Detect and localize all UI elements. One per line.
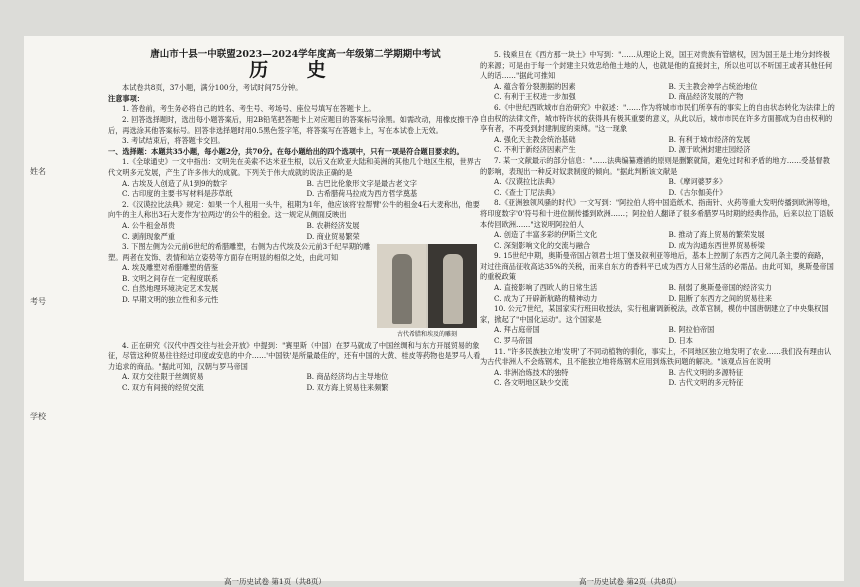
question-11 xyxy=(480,347,835,389)
option-b: B. 农耕经济发展 xyxy=(306,220,360,230)
question-stem: 4. 正在研究《汉代中西交往与社会开放》中提到："赛里斯（中国）在罗马就成了中国丝绸和与东方开展贸易的象征，尽管这种贸易往往经过印度或安息的中介……'中国铁'是所量最佳的'，还有中国的大黄、桂皮等药物也是罗马人看力追求的商品。"据此可知，汉朝与罗马帝国 xyxy=(108,340,481,371)
question-4 xyxy=(108,341,483,394)
option-a: A. 古埃及人创造了从1到9的数字 xyxy=(122,178,228,188)
option-d: D. 古代文明的多元特征 xyxy=(668,378,744,388)
option-b: B. 削弱了奥斯曼帝国的经济实力 xyxy=(668,283,772,293)
option-a: A. 双方交往限于丝绸贸易 xyxy=(122,372,204,382)
question-2 xyxy=(108,200,483,242)
footer-page-2: 高一历史试卷 第2页（共8页） xyxy=(579,577,681,586)
question-stem: 9. 15世纪中期，奥斯曼帝国占领君士坦丁堡及叙利亚等地后，基本上控制了东西方之间几条主要的商路，对过往商品征收高达35%的关税，而来自东方的香料平已成为西方人日常生活的必需品。由此可知，奥斯曼帝国的重税政策 xyxy=(480,251,834,282)
option-b: B. 文明之间存在一定程度联系 xyxy=(122,273,219,283)
egyptian-sculpture-image xyxy=(428,244,477,328)
question-10 xyxy=(480,304,835,346)
notice-1: 1. 答卷前，考生务必将自己的姓名、考生号、考场号、座位号填写在答题卡上。 xyxy=(122,104,376,114)
option-d: D. 商品经济发展的产物 xyxy=(668,92,744,102)
question-5 xyxy=(480,50,835,103)
option-d: D.《古尔伽美什》 xyxy=(668,187,727,197)
option-a: A. 埃及雕塑对希腊雕塑的借鉴 xyxy=(122,263,219,273)
option-a: A. 蕴含着分裂割据的因素 xyxy=(494,81,576,91)
question-stem: 7. 某一文献最示的部分信息："……法典编纂遵循的原则是删繁就简，避免过时和矛盾的地方……受基督教的影响，表现出一种反对奴隶制度的倾向。"据此判断该文献是 xyxy=(480,155,830,176)
option-d: D. 成为沟通东西世界贸易桥梁 xyxy=(668,240,765,250)
option-c: C. 自然地理环境决定艺术发展 xyxy=(122,284,219,294)
option-b: B. 天主教会神学占统治地位 xyxy=(668,81,758,91)
option-a: A. 创造了丰富多彩的伊斯兰文化 xyxy=(494,230,598,240)
question-stem: 1.《全球通史》一文中指出：文明先在美索不达米亚生根，以后又在欧亚大陆和美洲的其他几个地区生根，世界古代文明多元发展，产生了许多伟大的成就。下列关于伟大成就的说法正确的是 xyxy=(108,157,482,177)
question-stem: 8.《亚洲独领风骚的时代》一文写到："阿拉伯人将中国造纸术、指南针、火药等重大发明传播到欧洲等地，将印度数字'0'符号和十进位制传播到欧洲……；阿拉伯人翻译了很多希腊罗马时期的经典作品，后来以拉丁语版本传回欧洲……"这说明阿拉伯人 xyxy=(480,198,835,229)
option-a: A. 强化天主教会统治基础 xyxy=(494,134,576,144)
option-b: B. 有利于城市经济的发展 xyxy=(668,134,751,144)
option-c: C. 各文明地区缺少交流 xyxy=(494,378,569,388)
question-stem: 11. "许多民族独立地'发明'了不同动植物的驯化，事实上，不同地区独立地发明了农业……我们没有理由认为古代非洲人不会炼钢术，且不能独立地将炼钢术应用到炼铁问题的解决。"该观点旨在说明 xyxy=(480,346,832,367)
question-stem: 2.《汉谟拉比法典》规定：如果一个人租用一头牛，租期为1年，他应该将'拉帮臂'公牛的租金4石大麦称出，他要向牛的主人称出3石大麦作为'拉两边'的公牛的租金。这一规定从侧面反映出 xyxy=(108,199,480,220)
question-stem: 6.《中世纪西欧城市自治研究》中叙述："……作为将城市市民们所享有的事实上的自由状态转化为法律上的自由权的法律文件，城市特许状的获得具有极其重要的意义，从此以后，城市市民在许多方面都成为自由权利的享有者，不再受到封建制度的束缚。"这一现象 xyxy=(480,102,835,134)
option-b: B. 商品经济均占主导地位 xyxy=(306,372,389,382)
sculpture-photo xyxy=(377,244,477,328)
footer-page-1: 高一历史试卷 第1页（共8页） xyxy=(224,577,326,586)
question-stem: 5. 钱乘旦在《西方那一块土》中写到："……从理论上说，国王对贵族有管辖权，因为国王是土地分封终极的来源；可是由于每一个封建主只效忠给他土地的人，也就是他的直接封主，所以也可以不听国王或者其他任何人的话……"据此可推知 xyxy=(480,50,833,81)
option-d: D. 双方海上贸易往来频繁 xyxy=(306,383,389,393)
question-7 xyxy=(480,156,835,198)
margin-label-name: 姓名 xyxy=(30,167,46,176)
option-d: D. 阻断了东西方之间的贸易往来 xyxy=(668,293,773,303)
option-c: C. 成为了开辟新航路的精神动力 xyxy=(494,293,598,303)
option-d: D. 古希腊荷马拉成为西方哲学奠基 xyxy=(306,189,418,199)
option-c: C. 有利于王权进一步加强 xyxy=(494,92,576,102)
option-b: B. 古巴比伦象形文字是最古老文字 xyxy=(306,178,417,188)
question-3 xyxy=(108,242,483,339)
notice-2: 2. 回答选择题时，选出每小题答案后，用2B铅笔把答题卡上对应题目的答案标号涂黑。如需改动，用橡皮擦干净后，再选涂其他答案标号。回答非选择题时用0.5黑色签字笔，将答案写在答题卡上，写在本试卷上无效。 xyxy=(108,114,479,135)
notice-3: 3. 考试结束后，将答题卡交回。 xyxy=(122,136,225,146)
figure-caption: 古代希腊和埃及的雕刻 xyxy=(396,331,457,339)
option-c: C. 古印度的主要书写材料是莎草纸 xyxy=(122,189,233,199)
question-6 xyxy=(480,103,835,156)
option-b: B. 阿拉伯帝国 xyxy=(668,325,715,335)
question-stem: 10. 公元7世纪，某国家实行班田收授法，实行租庸调新税法，改革官制，模仿中国唐朝建立了中央集权国家，掀起了"中国化运动"。这个国家是 xyxy=(480,304,829,324)
page-1-column xyxy=(108,50,483,394)
sculpture-figure xyxy=(377,244,477,341)
option-b: B. 古代文明的多源特征 xyxy=(668,367,744,377)
option-c: C.《查士丁尼法典》 xyxy=(494,187,560,197)
option-d: D. 源于欧洲封建庄园经济 xyxy=(668,145,751,155)
question-9 xyxy=(480,251,835,304)
greek-sculpture-image xyxy=(377,244,426,328)
option-c: C. 罗马帝国 xyxy=(494,336,533,346)
exam-sheet xyxy=(24,36,844,586)
option-b: B. 推动了海上贸易的繁荣发展 xyxy=(668,230,765,240)
page-2-column xyxy=(480,50,835,389)
option-d: D. 商业贸易繁荣 xyxy=(306,231,360,241)
question-1 xyxy=(108,157,483,199)
exam-info: 本试卷共8页，37小题，满分100分，考试时间75分钟。 xyxy=(122,83,303,93)
option-a: A. 直接影响了西欧人的日常生活 xyxy=(494,283,598,293)
subject-title: 历 史 xyxy=(249,58,342,81)
option-d: D. 早期文明的独立性和多元性 xyxy=(122,295,219,305)
option-b: B.《摩诃婆罗多》 xyxy=(668,177,727,187)
option-a: A. 非洲冶炼技术的独特 xyxy=(494,367,569,377)
notice-title: 注意事项： xyxy=(108,93,144,103)
section-heading: 一、选择题：本题共35小题，每小题2分，共70分。在每小题给出的四个选项中，只有一项是符合题目要求的。 xyxy=(108,146,464,156)
margin-label-id: 考号 xyxy=(30,297,46,306)
option-c: C. 深刻影响文化的交流与融合 xyxy=(494,240,591,250)
option-c: C. 不利于新经济因素产生 xyxy=(494,145,576,155)
option-d: D. 日本 xyxy=(668,336,693,346)
question-stem: 3. 下图左侧为公元前6世纪的希腊雕塑，右侧为古代埃及公元前3千纪早期的雕塑。两者在发饰、表情和站立姿势等方面存在明显的相似之处，由此可知 xyxy=(108,242,371,262)
option-c: C. 双方有间接的经贸交流 xyxy=(122,383,204,393)
exam-title: 唐山市十县一中联盟2023—2024学年度高一年级第二学期期中考试 xyxy=(150,49,441,60)
option-a: A. 公牛租金昂贵 xyxy=(122,220,175,230)
option-a: A.《汉谟拉比法典》 xyxy=(494,177,559,187)
option-a: A. 拜占庭帝国 xyxy=(494,325,540,335)
option-c: C. 剥削现象严重 xyxy=(122,231,175,241)
margin-label-school: 学校 xyxy=(30,412,46,421)
question-8 xyxy=(480,198,835,251)
